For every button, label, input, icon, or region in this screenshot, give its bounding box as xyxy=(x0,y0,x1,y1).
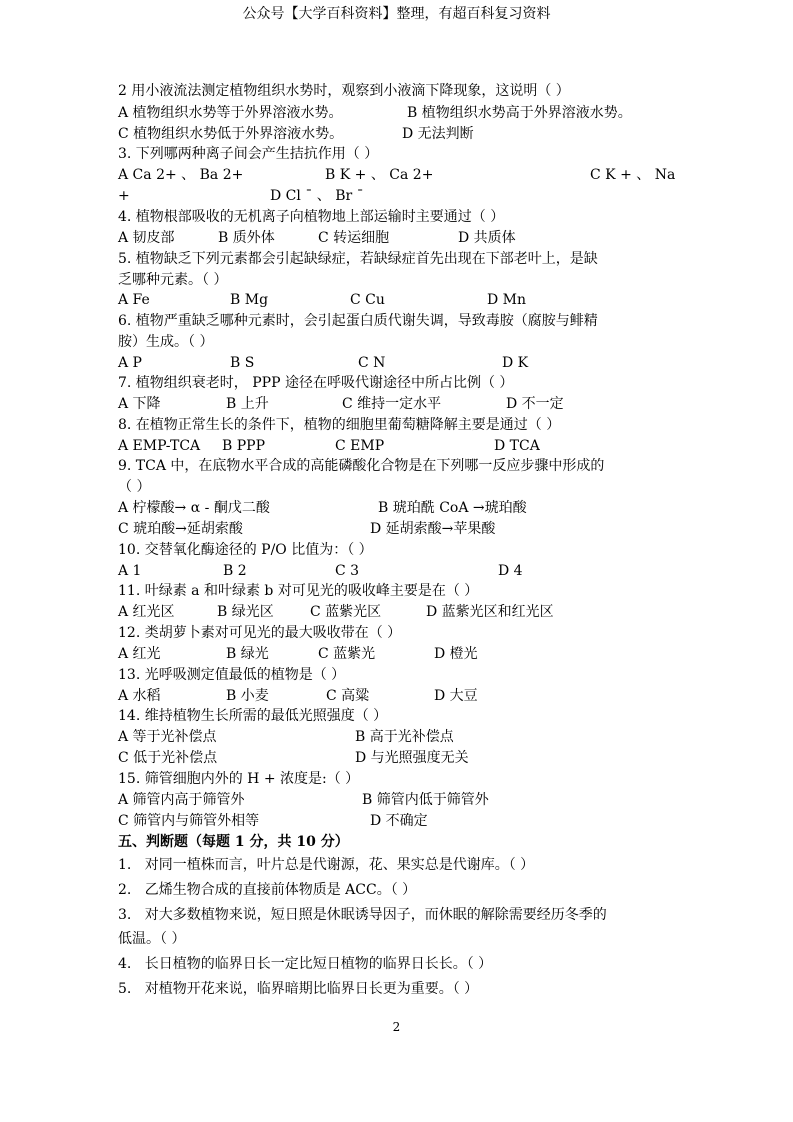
section-five-title: 五、判断题（每题 1 分，共 10 分） xyxy=(118,834,349,850)
q4-option-d: D 共质体 xyxy=(458,230,516,246)
q5-stem: 5. 植物缺乏下列元素都会引起缺绿症，若缺绿症首先出现在下部老叶上，是缺 xyxy=(118,251,598,267)
judge-item-5: 5. 对植物开花来说，临界暗期比临界日长更为重要。（ ） xyxy=(118,981,479,997)
q6-option-d: D K xyxy=(502,355,529,371)
q14-option-a: A 等于光补偿点 xyxy=(118,729,217,745)
q3-option-b: B K + 、 Ca 2+ xyxy=(325,167,434,183)
q8-option-b: B PPP xyxy=(222,438,265,454)
q11-option-b: B 绿光区 xyxy=(217,604,274,620)
judge-item-1: 1. 对同一植株而言，叶片总是代谢源，花、果实总是代谢库。（ ） xyxy=(118,857,535,873)
judge-item-3: 3. 对大多数植物来说，短日照是休眠诱导因子，而休眠的解除需要经历冬季的 xyxy=(118,907,607,923)
q15-option-d: D 不确定 xyxy=(370,813,428,829)
q6-option-a: A P xyxy=(118,355,142,371)
q7-option-a: A 下降 xyxy=(118,396,161,412)
q6-option-c: C N xyxy=(358,355,386,371)
q11-option-c: C 蓝紫光区 xyxy=(310,604,382,620)
q3-option-c-cont: + xyxy=(118,188,130,204)
q3-option-d: D Cl ¯ 、 Br ¯ xyxy=(270,188,364,204)
q4-option-a: A 韧皮部 xyxy=(118,230,175,246)
q15-option-a: A 筛管内高于筛管外 xyxy=(118,792,245,808)
q14-stem: 14. 维持植物生长所需的最低光照强度（ ） xyxy=(118,708,388,724)
q4-option-b: B 质外体 xyxy=(218,230,275,246)
judge-item-3-cont: 低温。（ ） xyxy=(118,931,186,947)
q10-option-a: A 1 xyxy=(118,563,142,579)
q2-option-a: A 植物组织水势等于外界溶液水势。 xyxy=(118,105,343,121)
page-number: 2 xyxy=(392,1020,401,1034)
q7-option-b: B 上升 xyxy=(226,396,269,412)
q7-option-d: D 不一定 xyxy=(506,396,564,412)
q10-option-b: B 2 xyxy=(223,563,247,579)
q13-stem: 13. 光呼吸测定值最低的植物是（ ） xyxy=(118,667,346,683)
q13-option-c: C 高粱 xyxy=(326,688,370,704)
q10-option-d: D 4 xyxy=(498,563,523,579)
q5-option-c: C Cu xyxy=(350,292,385,308)
q15-option-c: C 筛管内与筛管外相等 xyxy=(118,813,260,829)
q9-option-d: D 延胡索酸→苹果酸 xyxy=(370,521,496,537)
q8-stem: 8. 在植物正常生长的条件下，植物的细胞里葡萄糖降解主要是通过（ ） xyxy=(118,417,561,433)
judge-item-2: 2. 乙烯生物合成的直接前体物质是 ACC。（ ） xyxy=(118,882,417,898)
q8-option-c: C EMP xyxy=(335,438,385,454)
q9-option-a: A 柠檬酸→ α - 酮戊二酸 xyxy=(118,500,270,516)
q14-option-b: B 高于光补偿点 xyxy=(355,729,454,745)
judge-item-4: 4. 长日植物的临界日长一定比短日植物的临界日长长。（ ） xyxy=(118,956,493,972)
q3-stem: 3. 下列哪两种离子间会产生拮抗作用（ ） xyxy=(118,146,379,162)
q4-stem: 4. 植物根部吸收的无机离子向植物地上部运输时主要通过（ ） xyxy=(118,209,505,225)
q15-option-b: B 筛管内低于筛管外 xyxy=(362,792,489,808)
q2-option-d: D 无法判断 xyxy=(402,126,474,142)
q5-option-a: A Fe xyxy=(118,292,150,308)
q4-option-c: C 转运细胞 xyxy=(318,230,390,246)
q5-stem-cont: 乏哪种元素。（ ） xyxy=(118,272,228,288)
q3-option-a: A Ca 2+ 、 Ba 2+ xyxy=(118,167,244,183)
q5-option-d: D Mn xyxy=(487,292,527,308)
q15-stem: 15. 筛管细胞内外的 H + 浓度是:（ ） xyxy=(118,771,360,787)
q9-stem-cont: （ ） xyxy=(118,479,151,495)
q6-stem-cont: 胺）生成。（ ） xyxy=(118,334,214,350)
q7-stem: 7. 植物组织衰老时， PPP 途径在呼吸代谢途径中所占比例（ ） xyxy=(118,375,514,391)
q9-stem: 9. TCA 中，在底物水平合成的高能磷酸化合物是在下列哪一反应步骤中形成的 xyxy=(118,458,605,474)
q8-option-a: A EMP-TCA xyxy=(118,438,201,454)
q10-option-c: C 3 xyxy=(335,563,360,579)
q9-option-c: C 琥珀酸→延胡索酸 xyxy=(118,521,243,537)
q2-stem: 2 用小液流法测定植物组织水势时，观察到小液滴下降现象，这说明（ ） xyxy=(118,83,570,99)
q11-option-a: A 红光区 xyxy=(118,604,175,620)
q12-option-c: C 蓝紫光 xyxy=(318,646,376,662)
page-header: 公众号【大学百科资料】整理，有超百科复习资料 xyxy=(242,6,551,22)
q12-option-b: B 绿光 xyxy=(226,646,269,662)
q10-stem: 10. 交替氧化酶途径的 P/O 比值为：（ ） xyxy=(118,542,373,558)
q12-option-d: D 橙光 xyxy=(434,646,478,662)
q13-option-b: B 小麦 xyxy=(226,688,269,704)
q3-option-c: C K + 、 Na xyxy=(590,167,676,183)
q2-option-c: C 植物组织水势低于外界溶液水势。 xyxy=(118,126,344,142)
q2-option-b: B 植物组织水势高于外界溶液水势。 xyxy=(407,105,632,121)
q11-stem: 11. 叶绿素 a 和叶绿素 b 对可见光的吸收峰主要是在（ ） xyxy=(118,583,479,599)
q11-option-d: D 蓝紫光区和红光区 xyxy=(426,604,554,620)
q13-option-d: D 大豆 xyxy=(434,688,478,704)
q13-option-a: A 水稻 xyxy=(118,688,161,704)
q12-stem: 12. 类胡萝卜素对可见光的最大吸收带在（ ） xyxy=(118,625,402,641)
q9-option-b: B 琥珀酰 CoA →琥珀酸 xyxy=(378,500,527,516)
q6-option-b: B S xyxy=(230,355,255,371)
q14-option-d: D 与光照强度无关 xyxy=(355,750,469,766)
q6-stem: 6. 植物严重缺乏哪种元素时，会引起蛋白质代谢失调，导致毒胺（腐胺与鲱精 xyxy=(118,313,598,329)
q7-option-c: C 维持一定水平 xyxy=(342,396,442,412)
q8-option-d: D TCA xyxy=(494,438,540,454)
q5-option-b: B Mg xyxy=(230,292,269,308)
q12-option-a: A 红光 xyxy=(118,646,161,662)
q14-option-c: C 低于光补偿点 xyxy=(118,750,218,766)
